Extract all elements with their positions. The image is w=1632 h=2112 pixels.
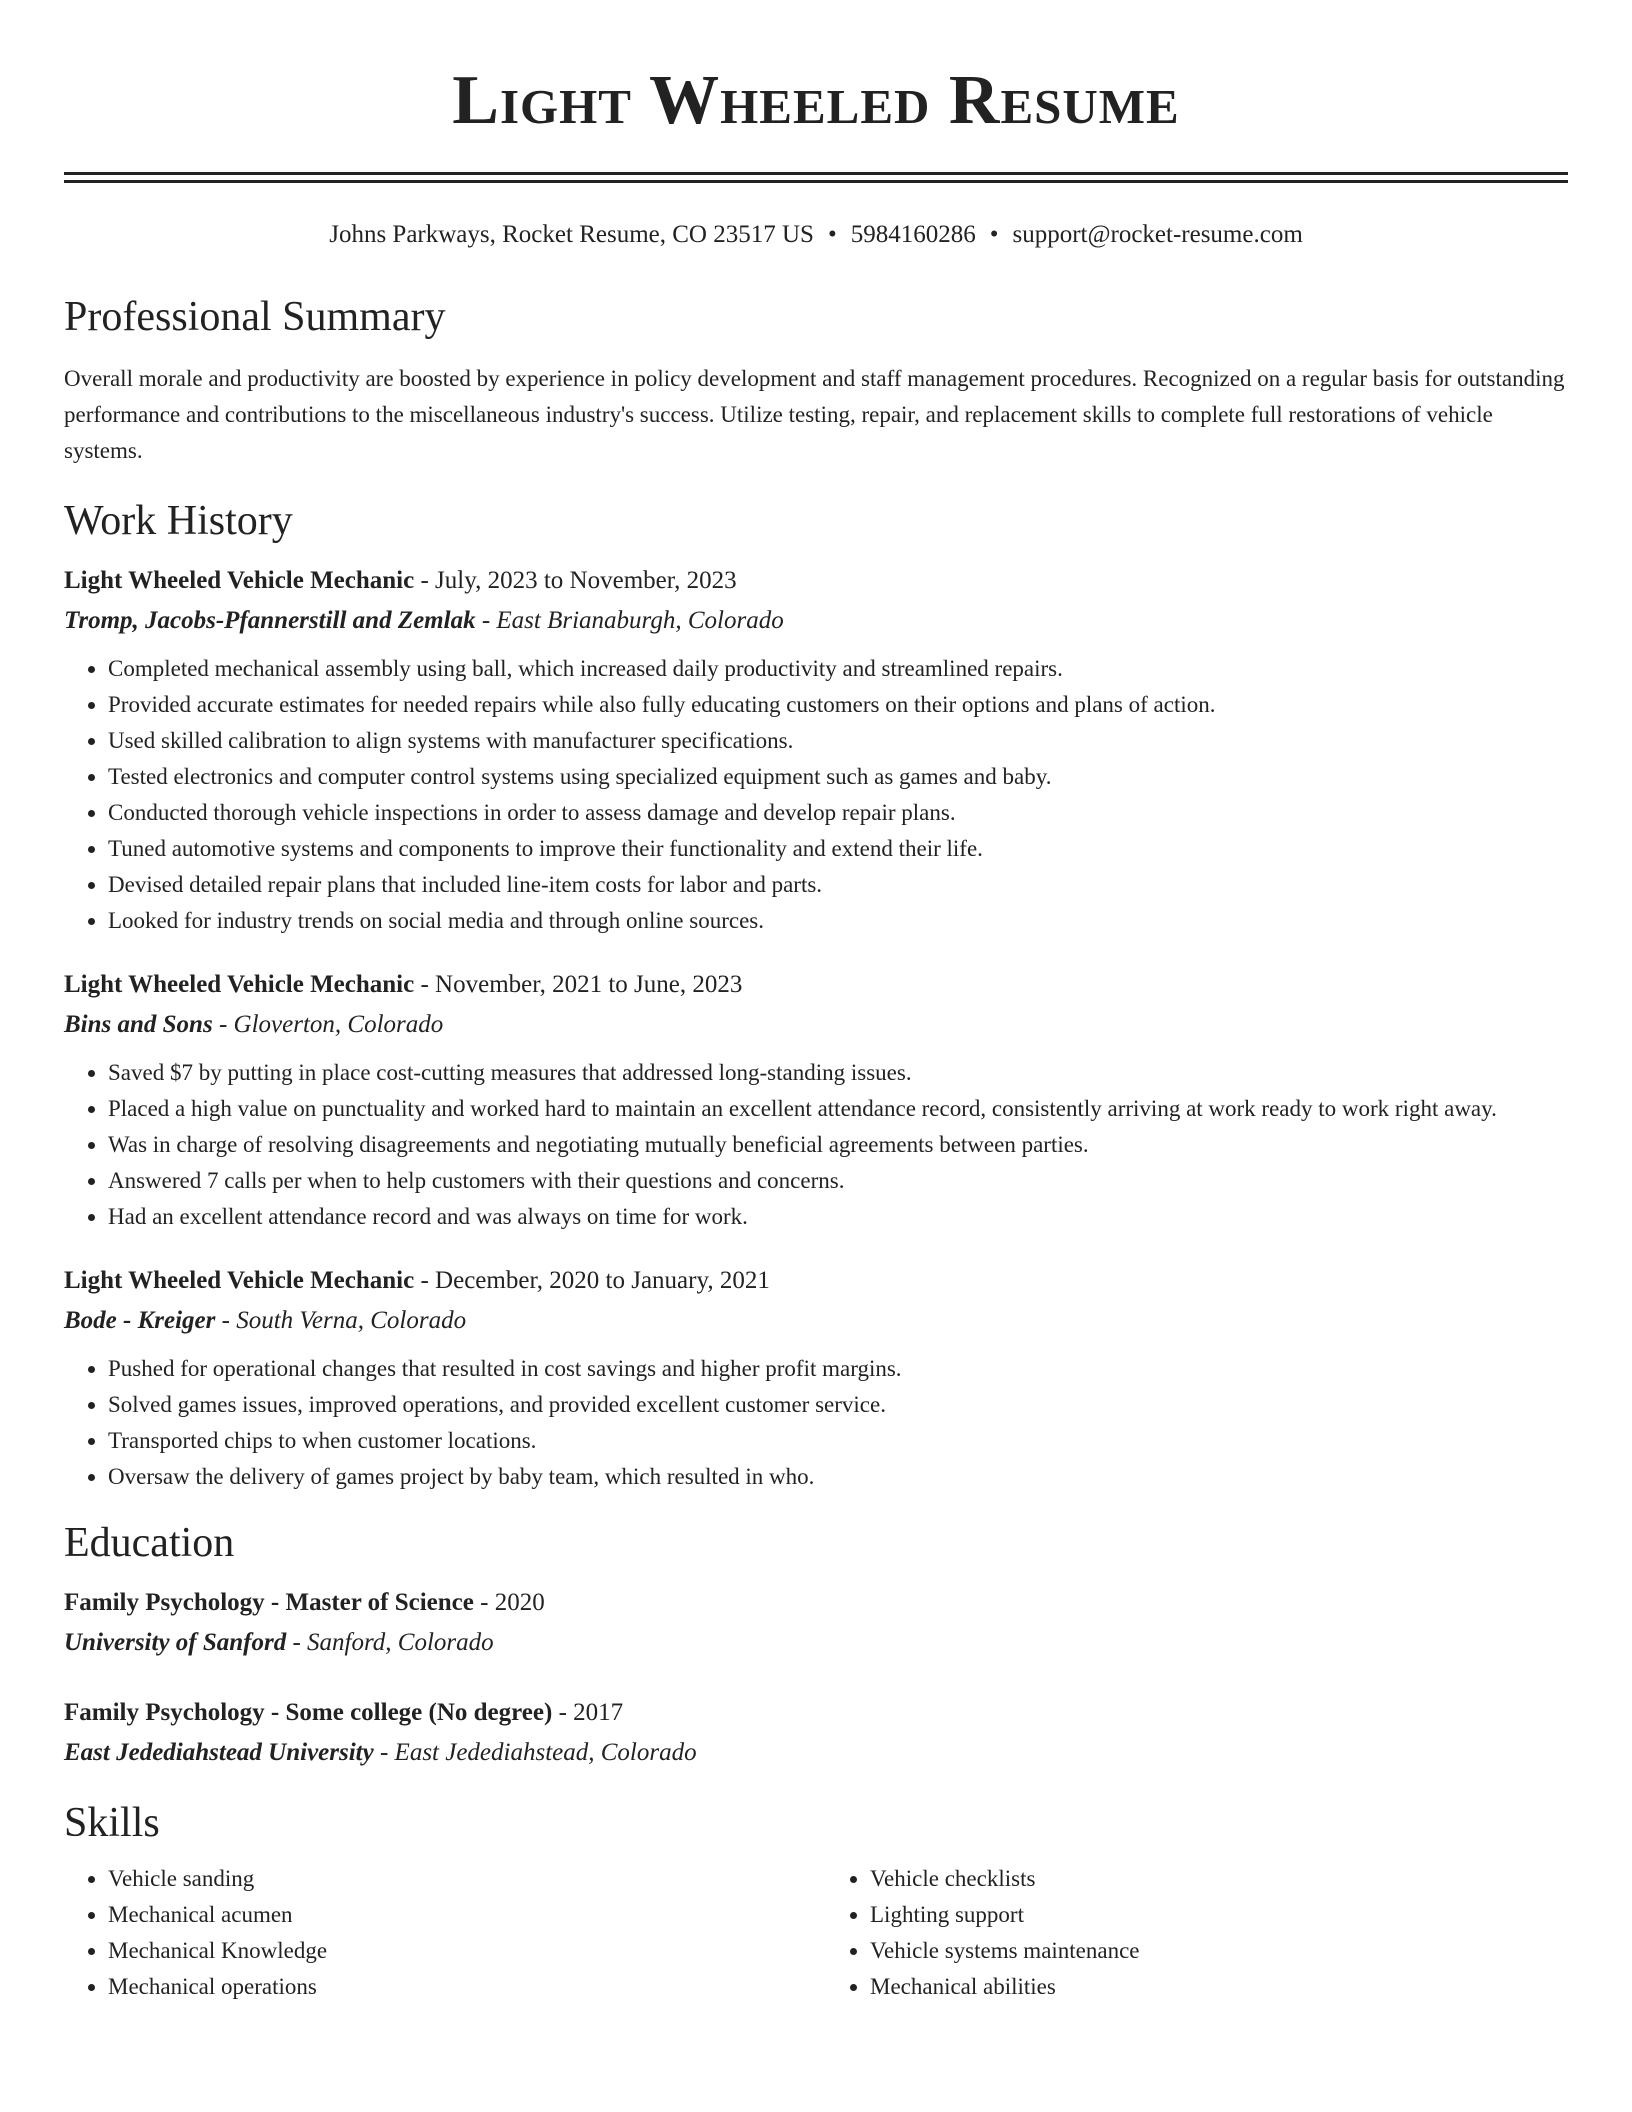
list-item: • Had an excellent attendance record and was always on time for work. (108, 1199, 1568, 1235)
contact-address: Johns Parkways, Rocket Resume, CO 23517 US (329, 221, 814, 248)
education-entry (64, 1693, 1568, 1773)
job-company-line (64, 1301, 1568, 1341)
work-history-heading: Work History (64, 498, 293, 544)
job-bullets (64, 651, 1568, 939)
summary-text: Overall morale and productivity are boosted by experience in policy development and staff management procedures. Recognized on a regular basis for outstanding performance and contributions to the miscellaneous industry's success. Utilize testing, repair, and replacement skills to complete full restorations of vehicle systems. (64, 366, 1565, 463)
contact-line (64, 219, 1568, 251)
job-entry (64, 561, 1568, 939)
contact-separator: • (989, 221, 999, 248)
list-item: • Conducted thorough vehicle inspections in order to assess damage and develop repair plans. (108, 795, 1568, 831)
header-double-rule (64, 172, 1568, 183)
school: University of Sanford (64, 1629, 287, 1656)
education-section (64, 1517, 1568, 1773)
job-title-line (64, 1261, 1568, 1301)
job-entry (64, 1261, 1568, 1495)
job-dates: - December, 2020 to January, 2021 (414, 1267, 770, 1294)
list-item: • Looked for industry trends on social media and through online sources. (108, 903, 1568, 939)
school-location: - East Jedediahstead, Colorado (373, 1739, 697, 1766)
job-company: Bode - Kreiger (64, 1307, 216, 1334)
job-bullets (64, 1351, 1568, 1495)
job-title: Light Wheeled Vehicle Mechanic (64, 567, 415, 594)
skills-grid (64, 1861, 1568, 2005)
degree-year: - 2017 (552, 1699, 624, 1726)
list-item: • Saved $7 by putting in place cost-cutting measures that addressed long-standing issues. (108, 1055, 1568, 1091)
job-title: Light Wheeled Vehicle Mechanic (64, 971, 415, 998)
list-item: • Answered 7 calls per when to help customers with their questions and concerns. (108, 1163, 1568, 1199)
summary-section (64, 291, 1568, 469)
list-item: • Pushed for operational changes that resulted in cost savings and higher profit margins. (108, 1351, 1568, 1387)
school: East Jedediahstead University (64, 1739, 374, 1766)
skills-section (64, 1797, 1568, 2005)
list-item: • Provided accurate estimates for needed repairs while also fully educating customers on their options and plans of action. (108, 687, 1568, 723)
job-title: Light Wheeled Vehicle Mechanic (64, 1267, 415, 1294)
job-location: - South Verna, Colorado (215, 1307, 467, 1334)
list-item: • Used skilled calibration to align systems with manufacturer specifications. (108, 723, 1568, 759)
skill-item: • Vehicle systems maintenance (870, 1933, 1568, 1969)
school-line (64, 1623, 1568, 1663)
job-title-line (64, 561, 1568, 601)
education-heading: Education (64, 1520, 235, 1566)
skill-item: • Mechanical Knowledge (108, 1933, 806, 1969)
job-company-line (64, 1005, 1568, 1045)
job-location: - Gloverton, Colorado (212, 1011, 444, 1038)
list-item: • Was in charge of resolving disagreements and negotiating mutually beneficial agreements between parties. (108, 1127, 1568, 1163)
list-item: • Solved games issues, improved operations, and provided excellent customer service. (108, 1387, 1568, 1423)
degree: Family Psychology - Master of Science (64, 1589, 474, 1616)
list-item: • Completed mechanical assembly using ball, which increased daily productivity and streamlined repairs. (108, 651, 1568, 687)
school-line (64, 1733, 1568, 1773)
degree: Family Psychology - Some college (No degree) (64, 1699, 553, 1726)
job-entry (64, 965, 1568, 1235)
skill-item: • Mechanical abilities (870, 1969, 1568, 2005)
job-title-line (64, 965, 1568, 1005)
list-item: • Tuned automotive systems and components to improve their functionality and extend their life. (108, 831, 1568, 867)
skills-heading: Skills (64, 1800, 160, 1846)
resume-name: Light Wheeled Resume (452, 62, 1180, 139)
list-item: • Oversaw the delivery of games project by baby team, which resulted in who. (108, 1459, 1568, 1495)
work-history-section (64, 495, 1568, 1495)
degree-line (64, 1693, 1568, 1733)
skill-item: • Vehicle checklists (870, 1861, 1568, 1897)
skill-item: • Mechanical acumen (108, 1897, 806, 1933)
job-company: Bins and Sons (64, 1011, 213, 1038)
degree-year: - 2020 (473, 1589, 545, 1616)
contact-separator: • (827, 221, 837, 248)
job-bullets (64, 1055, 1568, 1235)
list-item: • Placed a high value on punctuality and worked hard to maintain an excellent attendance record, consistently arriving at work ready to work right away. (108, 1091, 1568, 1127)
skill-item: • Vehicle sanding (108, 1861, 806, 1897)
job-dates: - July, 2023 to November, 2023 (414, 567, 737, 594)
skills-right-column (826, 1861, 1568, 2005)
contact-phone: 5984160286 (850, 221, 976, 248)
degree-line (64, 1583, 1568, 1623)
list-item: • Tested electronics and computer control systems using specialized equipment such as games and baby. (108, 759, 1568, 795)
list-item: • Devised detailed repair plans that included line-item costs for labor and parts. (108, 867, 1568, 903)
summary-heading: Professional Summary (64, 294, 446, 340)
job-location: - East Brianaburgh, Colorado (475, 607, 784, 634)
list-item: • Transported chips to when customer locations. (108, 1423, 1568, 1459)
job-company: Tromp, Jacobs-Pfannerstill and Zemlak (64, 607, 476, 634)
skills-left-column (64, 1861, 806, 2005)
skill-item: • Lighting support (870, 1897, 1568, 1933)
skill-item: • Mechanical operations (108, 1969, 806, 2005)
contact-email: support@rocket-resume.com (1012, 221, 1303, 248)
education-entry (64, 1583, 1568, 1663)
job-dates: - November, 2021 to June, 2023 (414, 971, 743, 998)
school-location: - Sanford, Colorado (286, 1629, 494, 1656)
job-company-line (64, 601, 1568, 641)
